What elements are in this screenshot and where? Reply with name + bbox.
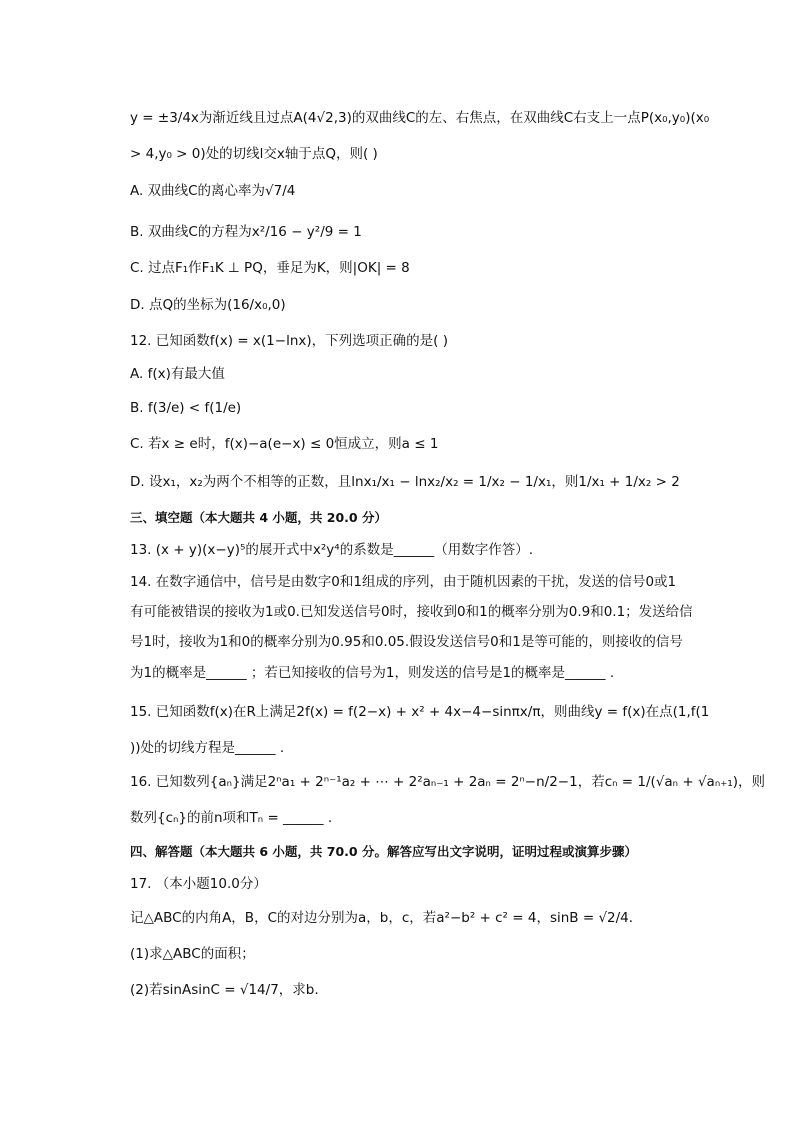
q16-line-2: 数列{cₙ}的前n项和Tₙ = ______ . <box>130 810 333 826</box>
q11-option-c: C. 过点F₁作F₁K ⊥ PQ，垂足为K，则|OK| = 8 <box>130 260 410 276</box>
q12-stem: 12. 已知函数f(x) = x(1−lnx)，下列选项正确的是( ) <box>130 333 448 349</box>
section-answer-heading: 四、解答题（本大题共 6 小题，共 70.0 分。解答应写出文字说明，证明过程或演算步骤） <box>130 844 637 859</box>
q12-option-d: D. 设x₁，x₂为两个不相等的正数，且lnx₁/x₁ − lnx₂/x₂ = 1/x₂ − 1/x₁，则1/x₁ + 1/x₂ > 2 <box>130 474 680 490</box>
q17-stem: 记△ABC的内角A，B，C的对边分别为a，b，c，若a²−b² + c² = 4，sinB = √2/4. <box>130 910 634 926</box>
q14-line-1: 14. 在数字通信中，信号是由数字0和1组成的序列，由于随机因素的干扰，发送的信号0或1 <box>130 574 677 590</box>
q16-line-1: 16. 已知数列{aₙ}满足2ⁿa₁ + 2ⁿ⁻¹a₂ + ⋯ + 2²aₙ₋₁ + 2aₙ = 2ⁿ−n/2−1，若cₙ = 1/(√aₙ + √aₙ₊₁)，则 <box>130 774 766 790</box>
q11-option-d: D. 点Q的坐标为(16/x₀,0) <box>130 297 286 313</box>
q12-option-a: A. f(x)有最大值 <box>130 366 225 382</box>
q14-line-3: 号1时，接收为1和0的概率分别为0.95和0.05.假设发送信号0和1是等可能的，则接收的信号 <box>130 634 683 650</box>
q11-option-a: A. 双曲线C的离心率为√7/4 <box>130 183 296 199</box>
q11-stem-line-1: y = ±3/4x为渐近线且过点A(4√2,3)的双曲线C的左、右焦点，在双曲线C右支上一点P(x₀,y₀)(x₀ <box>130 110 710 126</box>
q12-option-b: B. f(3/e) < f(1/e) <box>130 400 242 416</box>
q17-heading: 17. （本小题10.0分） <box>130 876 267 892</box>
q11-stem-line-2: > 4,y₀ > 0)处的切线l交x轴于点Q，则( ) <box>130 146 378 162</box>
q17-part-2: (2)若sinAsinC = √14/7，求b. <box>130 982 319 998</box>
q13-stem: 13. (x + y)(x−y)⁵的展开式中x²y⁴的系数是______（用数字作答）. <box>130 542 533 558</box>
section-fill-in-heading: 三、填空题（本大题共 4 小题，共 20.0 分） <box>130 510 387 525</box>
q17-part-1: (1)求△ABC的面积； <box>130 946 255 962</box>
q15-line-1: 15. 已知函数f(x)在R上满足2f(x) = f(2−x) + x² + 4x−4−sinπx/π，则曲线y = f(x)在点(1,f(1 <box>130 704 710 720</box>
q15-line-2: ))处的切线方程是______ . <box>130 740 285 756</box>
q11-option-b: B. 双曲线C的方程为x²/16 − y²/9 = 1 <box>130 224 362 240</box>
q14-line-2: 有可能被错误的接收为1或0.已知发送信号0时，接收到0和1的概率分别为0.9和0.1；发送给信 <box>130 604 693 620</box>
q12-option-c: C. 若x ≥ e时，f(x)−a(e−x) ≤ 0恒成立，则a ≤ 1 <box>130 436 439 452</box>
q14-line-4: 为1的概率是______ ；若已知接收的信号为1，则发送的信号是1的概率是______ . <box>130 665 615 681</box>
